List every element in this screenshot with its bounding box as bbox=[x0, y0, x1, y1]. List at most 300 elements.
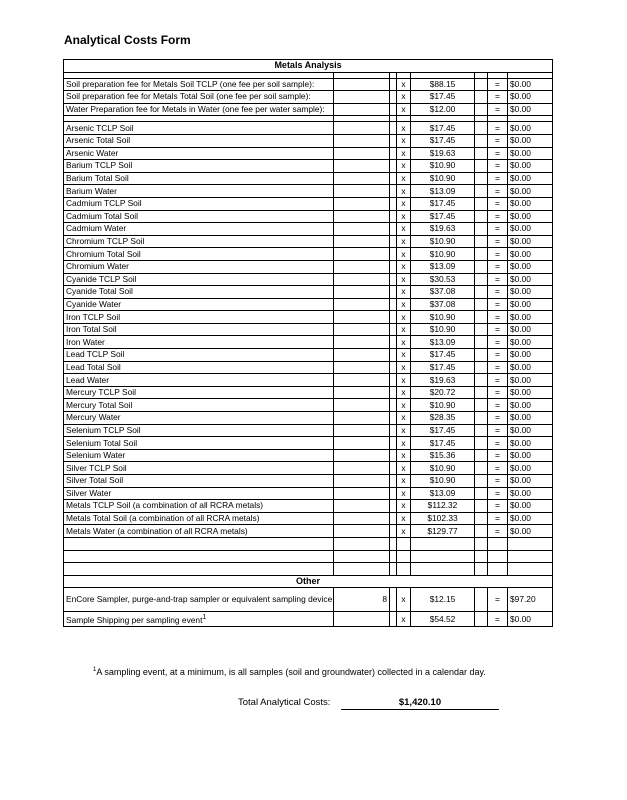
unit-price: $37.08 bbox=[411, 286, 475, 299]
equals-sign: = bbox=[488, 612, 508, 627]
empty-cell bbox=[390, 449, 397, 462]
empty-cell bbox=[475, 462, 488, 475]
empty-cell bbox=[475, 223, 488, 236]
item-description bbox=[64, 424, 334, 437]
quantity-input[interactable] bbox=[334, 248, 390, 261]
empty-cell bbox=[475, 386, 488, 399]
multiply-sign: x bbox=[397, 449, 411, 462]
equals-sign: = bbox=[488, 500, 508, 513]
multiply-sign: x bbox=[397, 235, 411, 248]
line-total: $0.00 bbox=[508, 424, 553, 437]
item-description bbox=[64, 103, 334, 116]
line-total: $0.00 bbox=[508, 412, 553, 425]
quantity-input[interactable] bbox=[334, 412, 390, 425]
equals-sign: = bbox=[488, 336, 508, 349]
spacer-row bbox=[64, 537, 553, 550]
item-description-text: Sample Shipping per sampling event bbox=[66, 615, 203, 626]
quantity-input[interactable] bbox=[334, 374, 390, 387]
empty-cell bbox=[488, 550, 508, 563]
item-description bbox=[64, 260, 334, 273]
table-row bbox=[64, 298, 553, 311]
item-description-text: Iron Total Soil bbox=[66, 324, 117, 335]
empty-cell bbox=[64, 537, 334, 550]
empty-cell bbox=[475, 487, 488, 500]
empty-cell bbox=[390, 374, 397, 387]
table-row bbox=[64, 487, 553, 500]
line-total: $0.00 bbox=[508, 103, 553, 116]
quantity-input[interactable] bbox=[334, 78, 390, 91]
equals-sign: = bbox=[488, 449, 508, 462]
multiply-sign: x bbox=[397, 612, 411, 627]
quantity-input[interactable] bbox=[334, 286, 390, 299]
table-row bbox=[64, 512, 553, 525]
item-description-text: Mercury Water bbox=[66, 412, 121, 423]
item-description bbox=[64, 197, 334, 210]
item-description-text: Arsenic TCLP Soil bbox=[66, 122, 134, 133]
empty-cell bbox=[390, 323, 397, 336]
unit-price: $17.45 bbox=[411, 424, 475, 437]
item-description bbox=[64, 361, 334, 374]
quantity-input[interactable] bbox=[334, 223, 390, 236]
line-total: $0.00 bbox=[508, 298, 553, 311]
table-row bbox=[64, 588, 553, 612]
item-description-text: EnCore Sampler, purge-and-trap sampler or equivalent sampling device bbox=[66, 594, 333, 605]
item-description bbox=[64, 134, 334, 147]
table-row bbox=[64, 361, 553, 374]
line-total: $0.00 bbox=[508, 462, 553, 475]
item-description bbox=[64, 210, 334, 223]
unit-price: $30.53 bbox=[411, 273, 475, 286]
table-row bbox=[64, 235, 553, 248]
empty-cell bbox=[390, 537, 397, 550]
line-total: $0.00 bbox=[508, 248, 553, 261]
quantity-input[interactable] bbox=[334, 197, 390, 210]
multiply-sign: x bbox=[397, 424, 411, 437]
item-description-text: Cadmium Water bbox=[66, 223, 127, 234]
empty-cell bbox=[475, 449, 488, 462]
multiply-sign: x bbox=[397, 91, 411, 104]
empty-cell bbox=[390, 210, 397, 223]
item-description bbox=[64, 386, 334, 399]
item-description bbox=[64, 235, 334, 248]
item-description bbox=[64, 273, 334, 286]
unit-price: $13.09 bbox=[411, 487, 475, 500]
empty-cell bbox=[334, 537, 390, 550]
equals-sign: = bbox=[488, 78, 508, 91]
empty-cell bbox=[390, 500, 397, 513]
empty-cell bbox=[475, 197, 488, 210]
multiply-sign: x bbox=[397, 525, 411, 538]
equals-sign: = bbox=[488, 298, 508, 311]
item-description-text: Chromium TCLP Soil bbox=[66, 236, 145, 247]
empty-cell bbox=[411, 537, 475, 550]
table-row bbox=[64, 91, 553, 104]
table-row bbox=[64, 449, 553, 462]
empty-cell bbox=[411, 550, 475, 563]
quantity-input[interactable] bbox=[334, 386, 390, 399]
quantity-input[interactable] bbox=[334, 612, 390, 627]
quantity-input[interactable]: 8 bbox=[334, 588, 390, 612]
empty-cell bbox=[475, 512, 488, 525]
item-description-text: Arsenic Total Soil bbox=[66, 135, 131, 146]
empty-cell bbox=[334, 563, 390, 576]
quantity-input[interactable] bbox=[334, 210, 390, 223]
quantity-input[interactable] bbox=[334, 160, 390, 173]
unit-price: $10.90 bbox=[411, 462, 475, 475]
quantity-input[interactable] bbox=[334, 424, 390, 437]
item-description-text: Soil preparation fee for Metals Total Soil (one fee per soil sample): bbox=[66, 91, 311, 102]
empty-cell bbox=[390, 235, 397, 248]
line-total: $0.00 bbox=[508, 286, 553, 299]
total-value: $1,420.10 bbox=[341, 697, 499, 710]
unit-price: $15.36 bbox=[411, 449, 475, 462]
quantity-input[interactable] bbox=[334, 462, 390, 475]
empty-cell bbox=[390, 147, 397, 160]
empty-cell bbox=[397, 537, 411, 550]
unit-price: $10.90 bbox=[411, 160, 475, 173]
empty-cell bbox=[508, 537, 553, 550]
empty-cell bbox=[390, 475, 397, 488]
table-row bbox=[64, 260, 553, 273]
table-row bbox=[64, 437, 553, 450]
item-description-text: Barium TCLP Soil bbox=[66, 160, 133, 171]
line-total: $0.00 bbox=[508, 361, 553, 374]
table-row bbox=[64, 273, 553, 286]
empty-cell bbox=[475, 412, 488, 425]
section-heading-metals-row bbox=[64, 60, 553, 73]
quantity-input[interactable] bbox=[334, 134, 390, 147]
item-description bbox=[64, 462, 334, 475]
line-total: $0.00 bbox=[508, 525, 553, 538]
unit-price: $88.15 bbox=[411, 78, 475, 91]
multiply-sign: x bbox=[397, 197, 411, 210]
quantity-input[interactable] bbox=[334, 235, 390, 248]
quantity-input[interactable] bbox=[334, 311, 390, 324]
quantity-input[interactable] bbox=[334, 349, 390, 362]
multiply-sign: x bbox=[397, 487, 411, 500]
equals-sign: = bbox=[488, 512, 508, 525]
empty-cell bbox=[390, 298, 397, 311]
empty-cell bbox=[64, 563, 334, 576]
multiply-sign: x bbox=[397, 475, 411, 488]
empty-cell bbox=[475, 134, 488, 147]
section-heading-other: Other bbox=[64, 575, 553, 588]
item-description-text: Cadmium Total Soil bbox=[66, 210, 138, 221]
table-row bbox=[64, 525, 553, 538]
unit-price: $19.63 bbox=[411, 223, 475, 236]
item-description bbox=[64, 286, 334, 299]
unit-price: $10.90 bbox=[411, 323, 475, 336]
equals-sign: = bbox=[488, 424, 508, 437]
item-description-text: Cyanide TCLP Soil bbox=[66, 273, 137, 284]
item-description-text: Silver Total Soil bbox=[66, 475, 124, 486]
unit-price: $12.00 bbox=[411, 103, 475, 116]
empty-cell bbox=[475, 399, 488, 412]
item-description-text: Mercury Total Soil bbox=[66, 399, 133, 410]
table-row bbox=[64, 197, 553, 210]
equals-sign: = bbox=[488, 260, 508, 273]
table-row bbox=[64, 78, 553, 91]
empty-cell bbox=[488, 563, 508, 576]
empty-cell bbox=[390, 437, 397, 450]
multiply-sign: x bbox=[397, 172, 411, 185]
item-description-text: Iron Water bbox=[66, 336, 105, 347]
empty-cell bbox=[390, 185, 397, 198]
table-row bbox=[64, 122, 553, 135]
empty-cell bbox=[390, 91, 397, 104]
equals-sign: = bbox=[488, 323, 508, 336]
empty-cell bbox=[475, 311, 488, 324]
quantity-input[interactable] bbox=[334, 437, 390, 450]
item-description bbox=[64, 298, 334, 311]
empty-cell bbox=[390, 424, 397, 437]
quantity-input[interactable] bbox=[334, 260, 390, 273]
item-description-text: Selenium Water bbox=[66, 450, 126, 461]
empty-cell bbox=[390, 563, 397, 576]
empty-cell bbox=[390, 462, 397, 475]
multiply-sign: x bbox=[397, 260, 411, 273]
empty-cell bbox=[390, 103, 397, 116]
empty-cell bbox=[475, 248, 488, 261]
equals-sign: = bbox=[488, 223, 508, 236]
line-total: $0.00 bbox=[508, 311, 553, 324]
quantity-input[interactable] bbox=[334, 185, 390, 198]
item-description bbox=[64, 500, 334, 513]
unit-price: $129.77 bbox=[411, 525, 475, 538]
equals-sign: = bbox=[488, 462, 508, 475]
empty-cell bbox=[390, 512, 397, 525]
unit-price: $13.09 bbox=[411, 336, 475, 349]
line-total: $0.00 bbox=[508, 449, 553, 462]
quantity-input[interactable] bbox=[334, 103, 390, 116]
empty-cell bbox=[390, 223, 397, 236]
multiply-sign: x bbox=[397, 160, 411, 173]
equals-sign: = bbox=[488, 185, 508, 198]
item-description-text: Metals Water (a combination of all RCRA metals) bbox=[66, 525, 248, 536]
quantity-input[interactable] bbox=[334, 273, 390, 286]
quantity-input[interactable] bbox=[334, 500, 390, 513]
multiply-sign: x bbox=[397, 512, 411, 525]
analytical-costs-table bbox=[63, 59, 553, 627]
unit-price: $17.45 bbox=[411, 361, 475, 374]
empty-cell bbox=[475, 210, 488, 223]
multiply-sign: x bbox=[397, 122, 411, 135]
quantity-input[interactable] bbox=[334, 361, 390, 374]
quantity-input[interactable] bbox=[334, 512, 390, 525]
line-total: $0.00 bbox=[508, 223, 553, 236]
equals-sign: = bbox=[488, 349, 508, 362]
quantity-input[interactable] bbox=[334, 399, 390, 412]
empty-cell bbox=[390, 134, 397, 147]
item-description-text: Water Preparation fee for Metals in Water (one fee per water sample): bbox=[66, 104, 325, 115]
empty-cell bbox=[390, 412, 397, 425]
item-description-text: Arsenic Water bbox=[66, 147, 119, 158]
empty-cell bbox=[475, 147, 488, 160]
multiply-sign: x bbox=[397, 588, 411, 612]
equals-sign: = bbox=[488, 386, 508, 399]
table-row bbox=[64, 349, 553, 362]
multiply-sign: x bbox=[397, 374, 411, 387]
quantity-input[interactable] bbox=[334, 91, 390, 104]
multiply-sign: x bbox=[397, 248, 411, 261]
multiply-sign: x bbox=[397, 273, 411, 286]
line-total: $0.00 bbox=[508, 147, 553, 160]
empty-cell bbox=[475, 563, 488, 576]
table-row bbox=[64, 462, 553, 475]
unit-price: $13.09 bbox=[411, 260, 475, 273]
quantity-input[interactable] bbox=[334, 122, 390, 135]
quantity-input[interactable] bbox=[334, 323, 390, 336]
multiply-sign: x bbox=[397, 311, 411, 324]
empty-cell bbox=[475, 273, 488, 286]
item-description-text: Selenium Total Soil bbox=[66, 437, 138, 448]
item-description-text: Lead Total Soil bbox=[66, 361, 121, 372]
line-total: $0.00 bbox=[508, 91, 553, 104]
equals-sign: = bbox=[488, 172, 508, 185]
line-total: $0.00 bbox=[508, 612, 553, 627]
quantity-input[interactable] bbox=[334, 172, 390, 185]
empty-cell bbox=[488, 537, 508, 550]
empty-cell bbox=[390, 612, 397, 627]
unit-price: $12.15 bbox=[411, 588, 475, 612]
quantity-input[interactable] bbox=[334, 449, 390, 462]
unit-price: $10.90 bbox=[411, 172, 475, 185]
table-row bbox=[64, 311, 553, 324]
item-description-text: Selenium TCLP Soil bbox=[66, 424, 141, 435]
multiply-sign: x bbox=[397, 78, 411, 91]
table-row bbox=[64, 412, 553, 425]
multiply-sign: x bbox=[397, 223, 411, 236]
equals-sign: = bbox=[488, 487, 508, 500]
item-description-text: Iron TCLP Soil bbox=[66, 311, 121, 322]
empty-cell bbox=[390, 78, 397, 91]
equals-sign: = bbox=[488, 160, 508, 173]
quantity-input[interactable] bbox=[334, 298, 390, 311]
empty-cell bbox=[475, 374, 488, 387]
quantity-input[interactable] bbox=[334, 336, 390, 349]
table-row bbox=[64, 248, 553, 261]
empty-cell bbox=[390, 122, 397, 135]
line-total: $0.00 bbox=[508, 475, 553, 488]
empty-cell bbox=[475, 172, 488, 185]
empty-cell bbox=[475, 336, 488, 349]
unit-price: $17.45 bbox=[411, 210, 475, 223]
line-total: $0.00 bbox=[508, 185, 553, 198]
table-row bbox=[64, 399, 553, 412]
table-row bbox=[64, 286, 553, 299]
equals-sign: = bbox=[488, 475, 508, 488]
empty-cell bbox=[475, 424, 488, 437]
multiply-sign: x bbox=[397, 336, 411, 349]
multiply-sign: x bbox=[397, 134, 411, 147]
item-description-text: Barium Water bbox=[66, 185, 117, 196]
table-row bbox=[64, 323, 553, 336]
item-description bbox=[64, 525, 334, 538]
item-description bbox=[64, 122, 334, 135]
equals-sign: = bbox=[488, 286, 508, 299]
table-row bbox=[64, 172, 553, 185]
quantity-input[interactable] bbox=[334, 525, 390, 538]
line-total: $0.00 bbox=[508, 160, 553, 173]
empty-cell bbox=[475, 160, 488, 173]
item-description bbox=[64, 336, 334, 349]
quantity-input[interactable] bbox=[334, 475, 390, 488]
item-description bbox=[64, 437, 334, 450]
multiply-sign: x bbox=[397, 412, 411, 425]
equals-sign: = bbox=[488, 147, 508, 160]
empty-cell bbox=[390, 588, 397, 612]
empty-cell bbox=[390, 336, 397, 349]
item-description bbox=[64, 323, 334, 336]
equals-sign: = bbox=[488, 103, 508, 116]
unit-price: $17.45 bbox=[411, 134, 475, 147]
item-description bbox=[64, 374, 334, 387]
empty-cell bbox=[475, 525, 488, 538]
line-total: $0.00 bbox=[508, 122, 553, 135]
spacer-row bbox=[64, 550, 553, 563]
line-total: $0.00 bbox=[508, 197, 553, 210]
equals-sign: = bbox=[488, 311, 508, 324]
empty-cell bbox=[390, 361, 397, 374]
equals-sign: = bbox=[488, 235, 508, 248]
item-description-text: Chromium Total Soil bbox=[66, 248, 141, 259]
multiply-sign: x bbox=[397, 298, 411, 311]
item-description-text: Silver TCLP Soil bbox=[66, 462, 127, 473]
line-total: $0.00 bbox=[508, 349, 553, 362]
empty-cell bbox=[475, 500, 488, 513]
item-description bbox=[64, 248, 334, 261]
line-total: $0.00 bbox=[508, 487, 553, 500]
multiply-sign: x bbox=[397, 286, 411, 299]
empty-cell bbox=[475, 260, 488, 273]
empty-cell bbox=[475, 91, 488, 104]
table-row bbox=[64, 336, 553, 349]
empty-cell bbox=[475, 122, 488, 135]
item-description-text: Cadmium TCLP Soil bbox=[66, 198, 142, 209]
empty-cell bbox=[390, 487, 397, 500]
empty-cell bbox=[475, 78, 488, 91]
item-description bbox=[64, 412, 334, 425]
unit-price: $54.52 bbox=[411, 612, 475, 627]
empty-cell bbox=[397, 563, 411, 576]
line-total: $0.00 bbox=[508, 437, 553, 450]
empty-cell bbox=[475, 349, 488, 362]
unit-price: $10.90 bbox=[411, 399, 475, 412]
empty-cell bbox=[390, 260, 397, 273]
equals-sign: = bbox=[488, 91, 508, 104]
multiply-sign: x bbox=[397, 462, 411, 475]
equals-sign: = bbox=[488, 134, 508, 147]
line-total: $0.00 bbox=[508, 374, 553, 387]
table-row bbox=[64, 160, 553, 173]
empty-cell bbox=[475, 298, 488, 311]
empty-cell bbox=[397, 550, 411, 563]
item-description bbox=[64, 185, 334, 198]
unit-price: $19.63 bbox=[411, 147, 475, 160]
item-description-text: Metals TCLP Soil (a combination of all RCRA metals) bbox=[66, 500, 264, 511]
item-description bbox=[64, 160, 334, 173]
quantity-input[interactable] bbox=[334, 147, 390, 160]
empty-cell bbox=[390, 525, 397, 538]
item-description bbox=[64, 91, 334, 104]
equals-sign: = bbox=[488, 122, 508, 135]
unit-price: $17.45 bbox=[411, 122, 475, 135]
empty-cell bbox=[475, 323, 488, 336]
table-row bbox=[64, 134, 553, 147]
empty-cell bbox=[390, 172, 397, 185]
quantity-input[interactable] bbox=[334, 487, 390, 500]
equals-sign: = bbox=[488, 525, 508, 538]
